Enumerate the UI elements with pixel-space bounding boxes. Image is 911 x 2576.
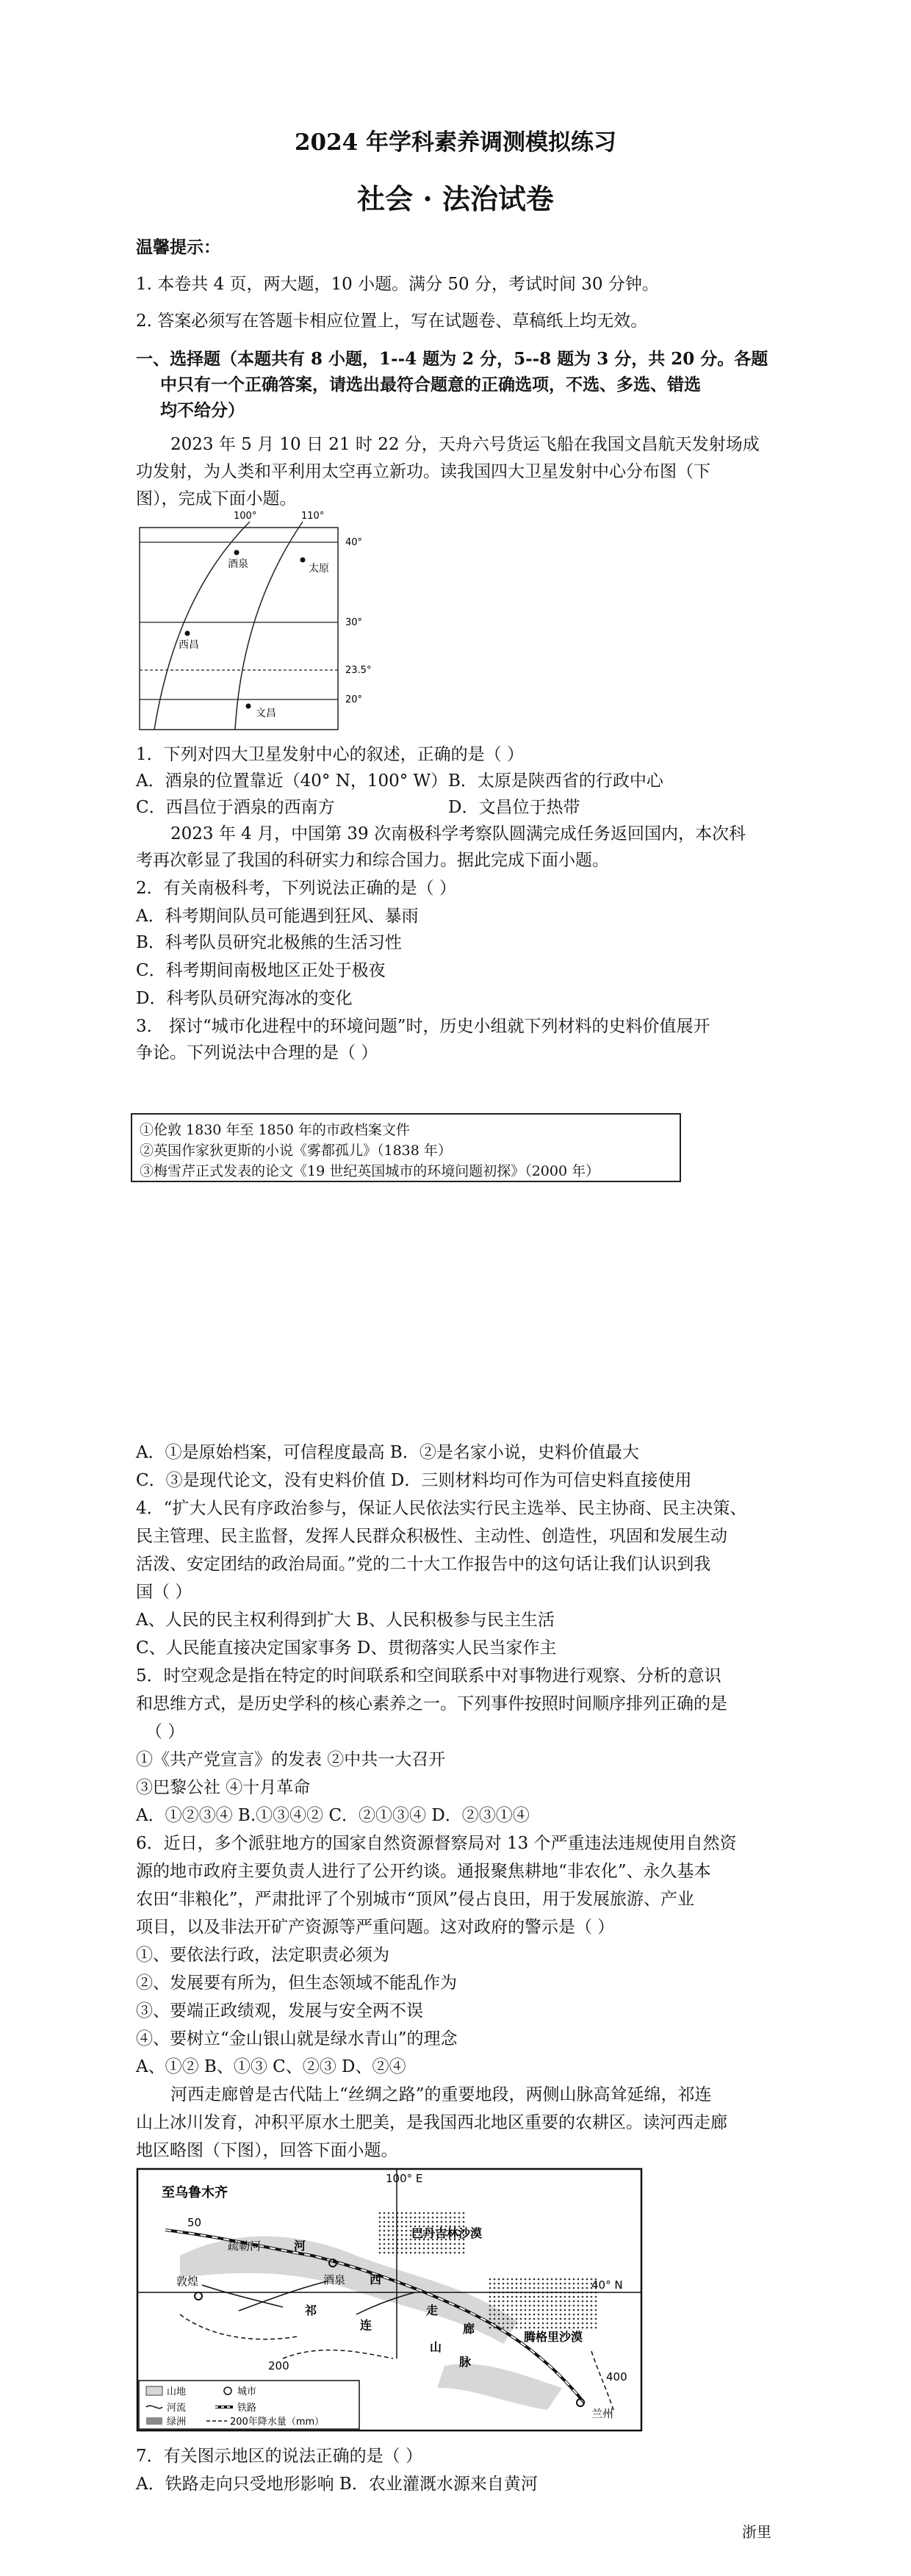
section-heading-line: 中只有一个正确答案，请选出最符合题意的正确选项，不选、多选、错选 <box>160 375 701 395</box>
map-label: 400 <box>606 2370 627 2383</box>
intro-text: 2023 年 4 月，中国第 39 次南极科学考察队圆满完成任务返回国内，本次科 <box>170 824 746 843</box>
map-label: 敦煌 <box>176 2275 199 2288</box>
question-stem: 1．下列对四大卫星发射中心的叙述，正确的是（ ） <box>136 745 524 764</box>
exam-subtitle: 社会 · 法治试卷 <box>357 182 554 215</box>
legend-swatch-oasis <box>146 2417 162 2425</box>
option-b: B．太原是陕西省的行政中心 <box>448 771 663 791</box>
map-label: 巴丹吉林沙漠 <box>411 2226 483 2240</box>
options-row: A．①是原始档案，可信程度最高 B．②是名家小说，史料价值最大 <box>136 1443 639 1462</box>
options-row: C、人民能直接决定国家事务 D、贯彻落实人民当家作主 <box>136 1638 557 1658</box>
map-label: 河 <box>294 2239 306 2253</box>
material-box <box>131 1113 681 1182</box>
map-legend <box>139 2381 359 2429</box>
option-d: D．科考队员研究海冰的变化 <box>136 989 353 1008</box>
map-label: 走 <box>426 2303 439 2317</box>
tips-label: 温馨提示： <box>136 237 220 257</box>
legend-label: 山地 <box>167 2386 187 2397</box>
intro-text: 考再次彰显了我国的科研实力和综合国力。据此完成下面小题。 <box>136 851 609 870</box>
launch-center-map <box>132 507 397 735</box>
options-row: A、人民的民主权利得到扩大 B、人民积极参与民主生活 <box>136 1611 555 1630</box>
page-footer: 浙里 <box>742 2523 771 2541</box>
tip-1: 1. 本卷共 4 页，两大题，10 小题。满分 50 分，考试时间 30 分钟。 <box>136 275 659 294</box>
section-heading-line: 均不给分） <box>160 400 245 420</box>
question-stem: 源的地市政府主要负责人进行了公开约谈。通报聚焦耕地“非农化”、永久基本 <box>136 1862 711 1881</box>
map-label: 至乌鲁木齐 <box>162 2185 228 2201</box>
legend-label: 河流 <box>167 2403 187 2414</box>
map-label: 兰州 <box>591 2407 614 2420</box>
section-heading-line: 一、选择题（本题共有 8 小题，1--4 题为 2 分，5--8 题为 3 分，共 20 分。各题 <box>136 349 768 369</box>
option-a: A．酒泉的位置靠近（40° N，100° W） <box>136 771 448 791</box>
option-d: D．文昌位于热带 <box>448 798 580 817</box>
legend-label: 城市 <box>237 2386 257 2397</box>
legend-label: 绿洲 <box>167 2417 187 2428</box>
city-dot-taiyuan <box>300 558 306 563</box>
intro-text: 地区略图（下图），回答下面小题。 <box>136 2141 398 2160</box>
map-label: 山 <box>430 2340 442 2354</box>
item: ④、要树立“金山银山就是绿水青山”的理念 <box>136 2029 458 2048</box>
question-stem: 活泼、安定团结的政治局面。”党的二十大工作报告中的这句话让我们认识到我 <box>136 1555 711 1574</box>
question-stem: 5．时空观念是指在特定的时间联系和空间联系中对事物进行观察、分析的意识 <box>136 1666 721 1685</box>
map-label: 50 <box>187 2216 202 2229</box>
options-row: A．铁路走向只受地形影响 B．农业灌溉水源来自黄河 <box>136 2475 538 2494</box>
intro-text: 山上冰川发育，冲积平原水土肥美，是我国西北地区重要的农耕区。读河西走廊 <box>136 2113 727 2132</box>
item: ①、要依法行政，法定职责必须为 <box>136 1946 389 1965</box>
lat-label: 30° <box>345 617 363 628</box>
place-label: 酒泉 <box>228 558 248 570</box>
lon-label: 100° <box>234 511 257 522</box>
exam-title: 2024 年学科素养调测模拟练习 <box>294 129 617 156</box>
intro-text: 功发射，为人类和平利用太空再立新功。读我国四大卫星发射中心分布图（下 <box>136 462 710 481</box>
question-stem: 和思维方式，是历史学科的核心素养之一。下列事件按照时间顺序排列正确的是 <box>136 1694 727 1713</box>
city-dot-jiuquan <box>234 550 240 555</box>
material-item: ③梅雪芹正式发表的论文《19 世纪英国城市的环境问题初探》（2000 年） <box>140 1163 600 1179</box>
options-row: A、①② B、①③ C、②③ D、②④ <box>136 2057 406 2076</box>
map-label: 廊 <box>463 2322 475 2336</box>
item: ②、发展要有所为，但生态领域不能乱作为 <box>136 1974 457 1993</box>
hexi-corridor-map <box>136 2167 643 2432</box>
lat-label: 20° <box>345 694 363 705</box>
material-item: ②英国作家狄更斯的小说《雾都孤儿》（1838 年） <box>140 1143 452 1159</box>
question-stem: 项目，以及非法开矿产资源等严重问题。这对政府的警示是（ ） <box>136 1918 615 1937</box>
map-label: 西 <box>370 2273 382 2287</box>
intro-text: 河西走廊曾是古代陆上“丝绸之路”的重要地段，两侧山脉高耸延绵，祁连 <box>170 2085 712 2104</box>
map-label: 100° E <box>386 2172 423 2185</box>
map-label: 腾格里沙漠 <box>524 2330 583 2344</box>
lat-label: 40° <box>345 537 363 548</box>
map-label: 40° N <box>591 2278 623 2292</box>
tip-2: 2. 答案必须写在答题卡相应位置上，写在试题卷、草稿纸上均无效。 <box>136 312 648 331</box>
map-label: 脉 <box>459 2355 472 2369</box>
city-dot-wenchang <box>246 704 251 709</box>
material-item: ①伦敦 1830 年至 1850 年的市政档案文件 <box>140 1122 410 1138</box>
question-stem: 7．有关图示地区的说法正确的是（ ） <box>136 2447 422 2466</box>
question-stem: 民主管理、民主监督，发挥人民群众积极性、主动性、创造性，巩固和发展生动 <box>136 1527 727 1546</box>
option-b: B．科考队员研究北极熊的生活习性 <box>136 933 402 952</box>
lat-label: 23.5° <box>345 665 372 676</box>
intro-text: 2023 年 5 月 10 日 21 时 22 分，天舟六号货运飞船在我国文昌航天发射场成 <box>170 435 760 454</box>
question-stem: 农田“非粮化”，严肃批评了个别城市“顶风”侵占良田，用于发展旅游、产业 <box>136 1890 695 1909</box>
legend-label: 200年降水量（mm） <box>230 2417 325 2428</box>
legend-label: 铁路 <box>237 2403 257 2414</box>
map-label: 酒泉 <box>323 2273 346 2287</box>
map-label: 祁 <box>305 2303 317 2317</box>
place-label: 西昌 <box>179 639 199 651</box>
options-row: A．①②③④ B.①③④② C．②①③④ D．②③①④ <box>136 1806 530 1825</box>
question-stem: 4．“扩大人民有序政治参与，保证人民依法实行民主选举、民主协商、民主决策、 <box>136 1499 747 1518</box>
intro-text: 图），完成下面小题。 <box>136 489 297 508</box>
question-stem: 6．近日，多个派驻地方的国家自然资源督察局对 13 个严重违法违规使用自然资 <box>136 1834 737 1853</box>
item: ③、要端正政绩观，发展与安全两不误 <box>136 2001 423 2021</box>
lon-label: 110° <box>301 511 325 522</box>
map-label: 疏勒河 <box>228 2239 262 2253</box>
question-stem: 国（ ） <box>136 1583 192 1602</box>
question-stem: 3． 探讨“城市化进程中的环境问题”时，历史小组就下列材料的史料价值展开 <box>136 1017 710 1036</box>
options-row: C．③是现代论文，没有史料价值 D．三则材料均可作为可信史料直接使用 <box>136 1471 692 1490</box>
legend-swatch-mountain <box>146 2386 162 2395</box>
items-row: ①《共产党宣言》的发表 ②中共一大召开 <box>136 1750 446 1769</box>
option-a: A．科考期间队员可能遇到狂风、暴雨 <box>136 907 419 926</box>
question-stem: （ ） <box>145 1722 185 1741</box>
place-label: 文昌 <box>256 708 276 719</box>
place-label: 太原 <box>309 563 329 575</box>
city-dot-xichang <box>185 631 190 636</box>
question-stem: 争论。下列说法中合理的是（ ） <box>136 1043 378 1062</box>
meridian-110 <box>235 522 303 730</box>
question-stem: 2．有关南极科考，下列说法正确的是（ ） <box>136 879 456 898</box>
option-c: C．科考期间南极地区正处于极夜 <box>136 961 386 980</box>
map-label: 连 <box>360 2318 372 2332</box>
map-label: 200 <box>268 2359 289 2372</box>
option-c: C．西昌位于酒泉的西南方 <box>136 798 335 817</box>
items-row: ③巴黎公社 ④十月革命 <box>136 1778 311 1797</box>
